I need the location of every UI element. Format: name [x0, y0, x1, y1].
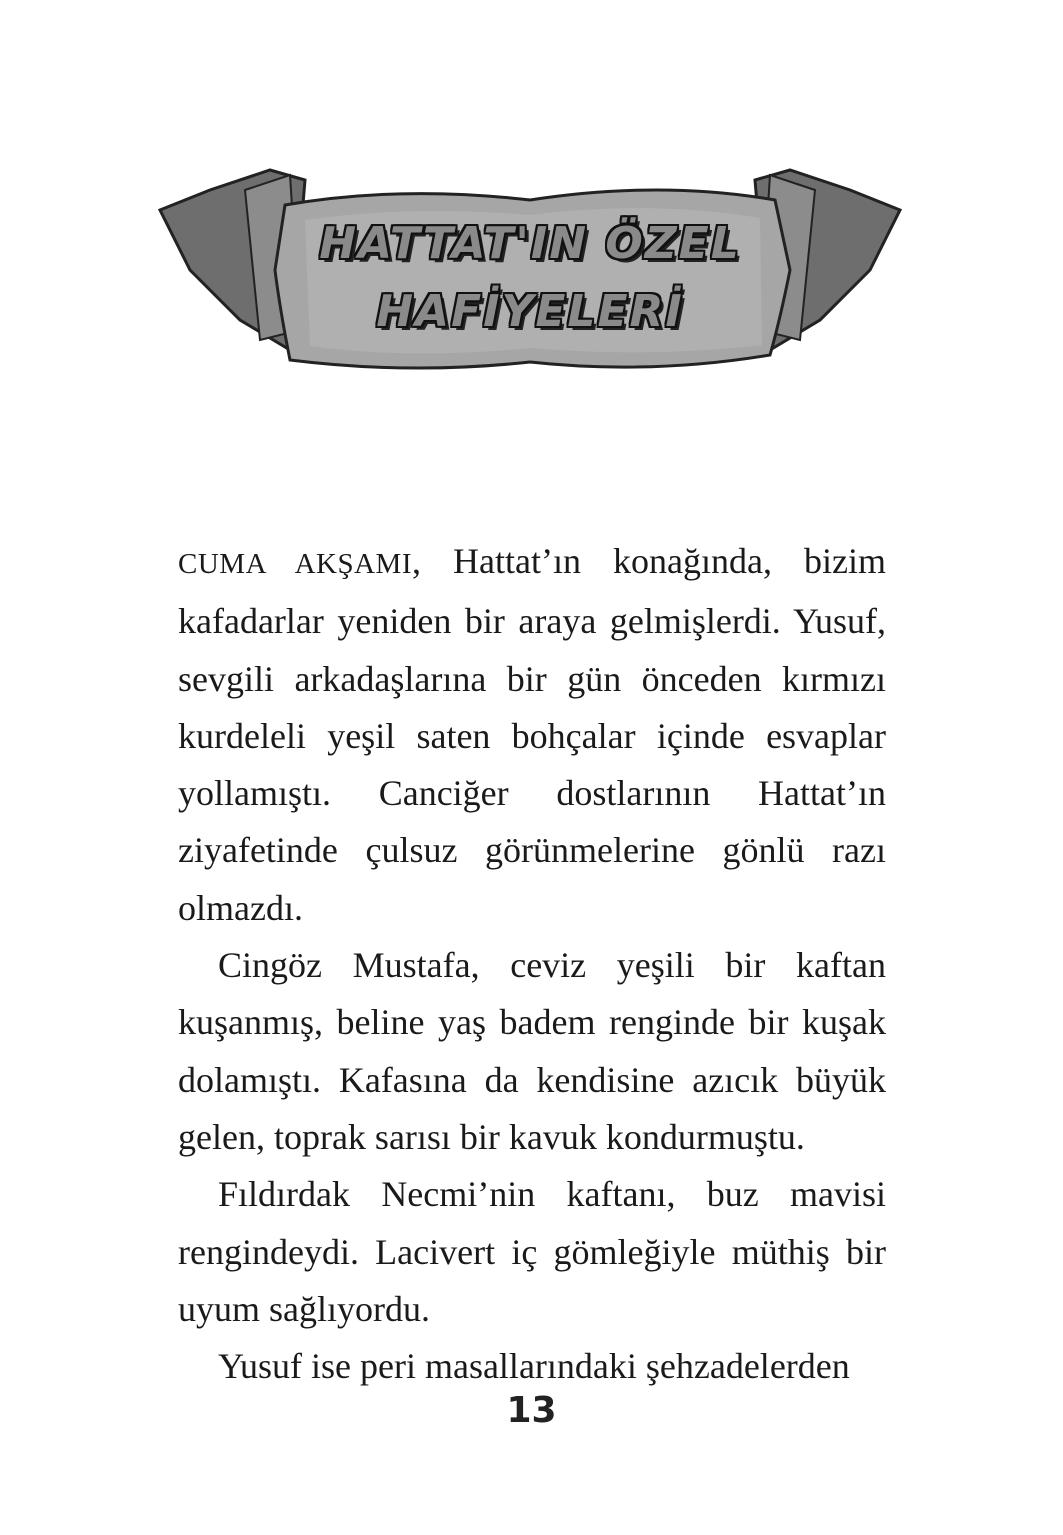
- paragraph-1-text: , Hattat’ın konağında, bizim kafadarlar yeniden bir araya gelmişlerdi. Yusuf, sevgili arkadaşlarına bir gün önceden kırmızı kurdeleli yeşil saten bohçalar içinde esvaplar yollamıştı. Canciğer dostlarının Hattat’ın ziyafetinde çulsuz görünmelerine gönlü razı olmazdı.: [178, 541, 886, 928]
- chapter-title-line-1: HATTAT'IN ÖZEL: [319, 218, 741, 269]
- body-text: [178, 533, 886, 1395]
- chapter-title: [150, 210, 910, 346]
- chapter-title-line-2: HAFİYELERİ: [376, 286, 684, 337]
- paragraph-4: Yusuf ise peri masallarındaki şehzadelerden: [218, 1346, 850, 1387]
- paragraph-lead-smallcaps: CUMA AKŞAMI: [178, 548, 412, 580]
- chapter-title-banner: [150, 150, 910, 380]
- page-number: 13: [506, 1390, 557, 1431]
- paragraph-3: Fıldırdak Necmi’nin kaftanı, buz mavisi rengindeydi. Lacivert iç gömleğiyle müthiş bir uyum sağlıyordu.: [178, 1174, 886, 1329]
- paragraph-1: [178, 533, 886, 937]
- paragraph-2: Cingöz Mustafa, ceviz yeşili bir kaftan kuşanmış, beline yaş badem renginde bir kuşak dolamıştı. Kafasına da kendisine azıcık büyük gelen, toprak sarısı bir kavuk kondurmuştu.: [178, 945, 886, 1157]
